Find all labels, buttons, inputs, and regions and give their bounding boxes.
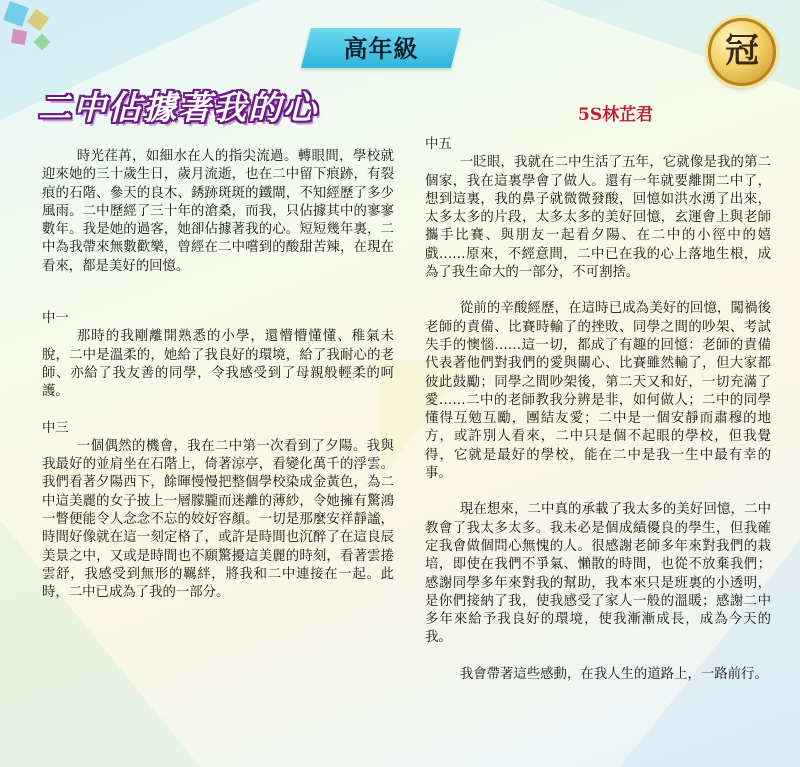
section-heading-form5: 中五 bbox=[425, 137, 452, 152]
section-heading-form3: 中三 bbox=[42, 420, 69, 436]
section-heading-form1: 中一 bbox=[42, 311, 69, 327]
intro-paragraph: 時光荏苒，如細水在人的指尖流過。轉眼間，學校就迎來她的三十歲生日，歲月流逝，也在二中留下痕跡，有裂痕的石階、參天的良木、銹跡斑斑的鐵閘，不知經歷了多少風雨。二中歷經了三十年的滄桑，而我，只佔據其中的寥寥數年。我是她的過客，她卻佔據著我的心。短短幾年裏，二中為我帶來無數歡樂，曾經在二中嚐到的酸甜苦辣，在現在看來，都是美好的回憶。 bbox=[42, 149, 394, 274]
form3-paragraph: 一個偶然的機會，我在二中第一次看到了夕陽。我與我最好的並肩坐在石階上，倚著涼亭，看變化萬千的浮雲。我們看著夕陽西下，餘暉慢慢把整個學校染成金黃色，為二中這美麗的女子披上一層朦朧而迷離的薄紗，令她擁有驚鴻一瞥便能令人念念不忘的姣好容顏。一切是那麼安祥靜謐，時間好像就在這一刻定格了，或許是時間也沉醉了在這良辰美景之中，又或是時間也不願驚擾這美麗的時刻，看著雲捲雲舒，我感受到無形的羈絆，將我和二中連接在一起。此時，二中已成為了我的一部分。 bbox=[42, 438, 394, 601]
form5-paragraph-2: 從前的辛酸經歷，在這時已成為美好的回憶，闖禍後老師的責備、比賽時輸了的挫敗、同學之間的吵架、考試失手的懊惱……這一切，都成了有趣的回憶：老師的責備代表著他們對我們的愛與關心、比賽雖然輸了，但大家都彼此鼓勵；同學之間吵架後，第二天又和好，一切充滿了愛……二中的老師教我分辨是非，如何做人；二中的同學懂得互勉互勵，團結友愛；二中是一個安靜而肅穆的地方，或許別人看來，二中只是個不起眼的學校，但我覺得，它就是最好的學校，能在二中是我一生中最有幸的事。 bbox=[425, 301, 771, 482]
article-title: 二中佔據著我的心 bbox=[38, 88, 318, 127]
form1-paragraph: 那時的我剛離開熟悉的小學，還懵懵懂懂、稚氣未脫，二中是溫柔的，她給了我良好的環境，給了我耐心的老師、亦給了我友善的同學，令我感受到了母親般輕柔的呵護。 bbox=[42, 329, 394, 400]
right-column bbox=[425, 136, 771, 684]
left-column bbox=[42, 148, 394, 603]
closing-paragraph: 我會帶著這些感動，在我人生的道路上，一路前行。 bbox=[459, 666, 768, 682]
grade-title: 高年級 bbox=[343, 34, 419, 63]
crown-badge-icon: 冠 bbox=[708, 18, 776, 86]
reflection-paragraph: 現在想來，二中真的承載了我太多的美好回憶，二中教會了我太多太多。我未必是個成績優良的學生，但我確定我會做個問心無愧的人。很感謝老師多年來對我們的栽培，即使在我們不爭氣、懶散的時間，也從不放棄我們；感謝同學多年來對我的幫助，我本來只是班裏的小透明，是你們接納了我，使我感受了家人一般的溫暖；感謝二中多年來給予我良好的環境，使我漸漸成長，成為今天的我。 bbox=[425, 502, 771, 646]
author-name: 5S林芷君 bbox=[578, 105, 654, 125]
form5-paragraph-1: 一眨眼，我就在二中生活了五年，它就像是我的第二個家，我在這裏學會了做人。還有一年就要離開二中了，想到這裏，我的鼻子就微微發酸，回憶如洪水湧了出來，太多太多的片段，太多太多的美好回憶，玄運會上與老師攜手比賽、與朋友一起看夕陽、在二中的小徑中的嬉戲……原來，不經意間，二中已在我的心上落地生根，成為了我生命大的一部分，不可割捨。 bbox=[425, 155, 771, 281]
